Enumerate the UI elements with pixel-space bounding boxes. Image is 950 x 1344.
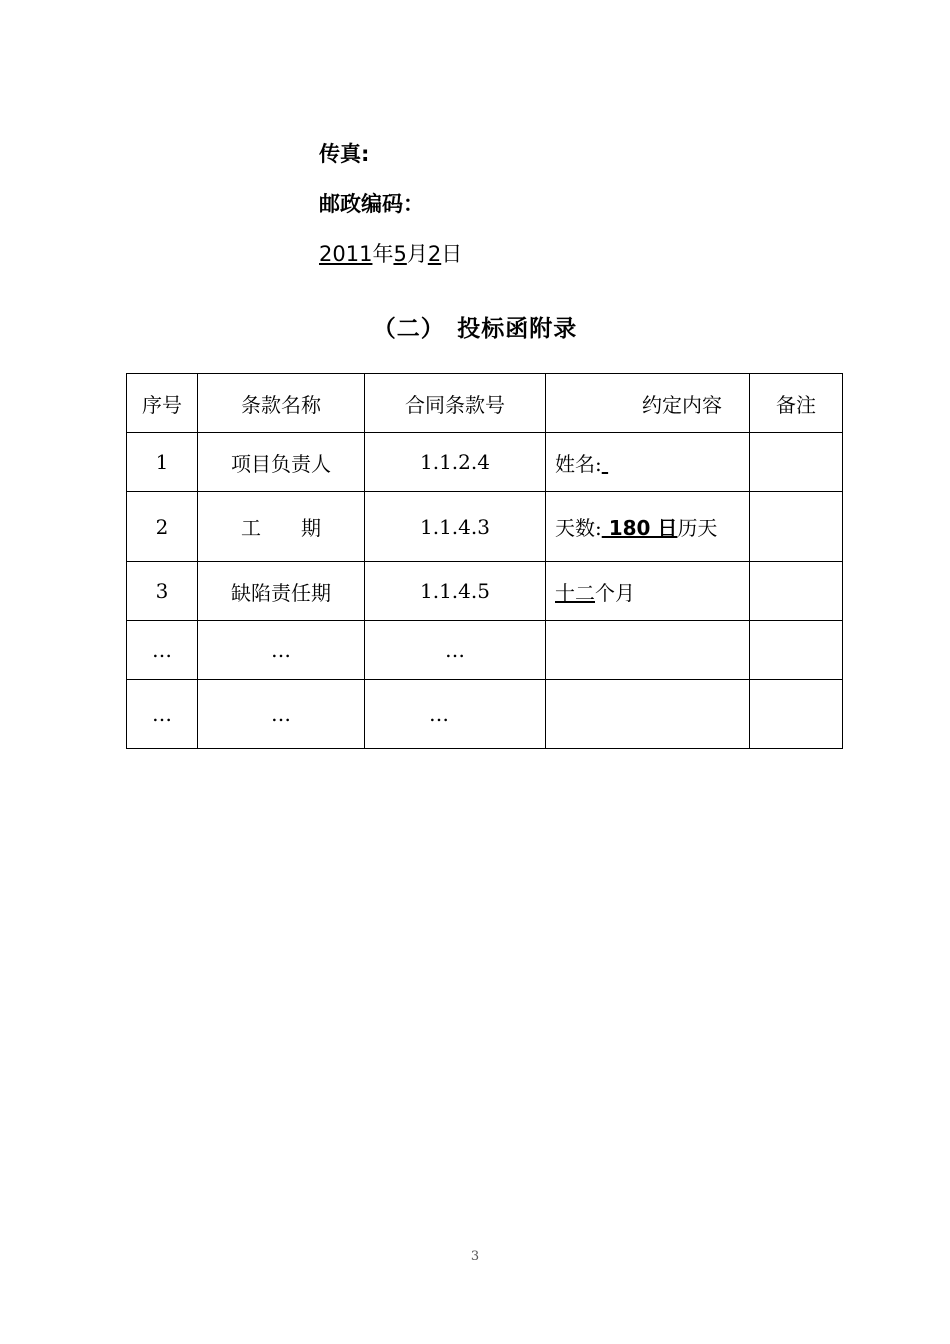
table-row [127,621,843,680]
cell-no: … [127,680,198,749]
cell-clause: … [365,621,546,680]
header-no: 序号 [127,374,198,433]
table-row [127,492,843,562]
header-clause: 合同条款号 [365,374,546,433]
cell-clause: 1.1.4.5 [365,562,546,621]
content-value: 180 日 [601,516,678,540]
cell-no: 1 [127,433,198,492]
date-year: 2011 [319,242,373,266]
cell-no: 2 [127,492,198,562]
cell-name: 缺陷责任期 [198,562,365,621]
cell-note [750,621,843,680]
cell-clause: … [365,680,546,749]
cell-note [750,433,843,492]
cell-name: 工 期 [198,492,365,562]
cell-no: … [127,621,198,680]
bid-appendix-table [126,373,843,749]
date-year-suffix: 年 [372,242,394,266]
cell-note [750,562,843,621]
signing-date [319,238,462,268]
table-row [127,680,843,749]
cell-content [546,562,750,621]
cell-name: … [198,680,365,749]
cell-content [546,433,750,492]
header-note: 备注 [750,374,843,433]
content-label: 天数: [555,516,602,540]
cell-clause: 1.1.4.3 [365,492,546,562]
cell-content [546,621,750,680]
cell-no: 3 [127,562,198,621]
postcode-label: 邮政编码： [319,192,424,216]
cell-content [546,680,750,749]
content-label: 姓名: [555,451,602,476]
cell-clause: 1.1.2.4 [365,433,546,492]
date-month: 5 [393,242,407,266]
table-header-row [127,374,843,433]
header-content: 约定内容 [546,374,750,433]
content-suffix: 历天 [677,516,718,540]
date-month-suffix: 月 [406,242,428,266]
cell-name: 项目负责人 [198,433,365,492]
page-number: 3 [470,1249,480,1264]
section-title: （二） 投标函附录 [372,316,578,342]
header-name: 条款名称 [198,374,365,433]
content-value: 十二 [555,580,595,605]
table-row [127,562,843,621]
date-day: 2 [427,242,442,266]
cell-content [546,492,750,562]
cell-name: … [198,621,365,680]
cell-note [750,680,843,749]
fax-label: 传真: [319,142,370,166]
content-value [602,452,608,476]
table-row [127,433,843,492]
cell-note [750,492,843,562]
date-day-suffix: 日 [441,242,463,266]
content-suffix: 个月 [595,580,635,605]
